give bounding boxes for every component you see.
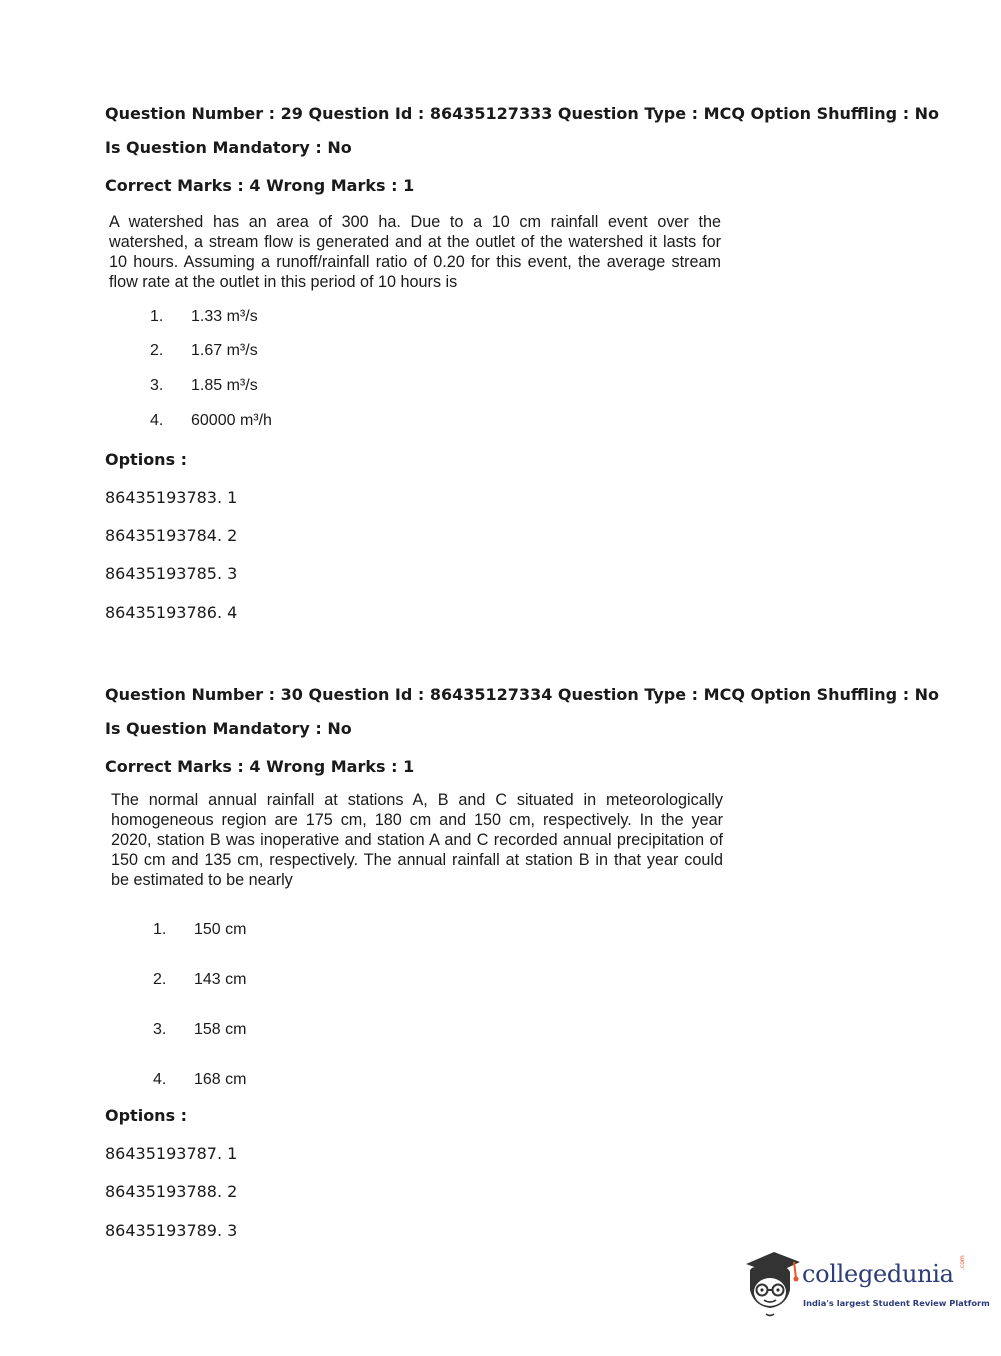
choice-number: 1. — [150, 308, 164, 325]
q29-meta-line: Question Number : 29 Question Id : 86435127333 Question Type : MCQ Option Shuffling : No — [105, 104, 940, 123]
choice-text: 1.33 m³/s — [191, 308, 258, 325]
logo-tagline: India's largest Student Review Platform — [803, 1298, 990, 1308]
choice-number: 2. — [150, 342, 164, 359]
choice-text: 60000 m³/h — [191, 412, 272, 429]
choice-number: 4. — [153, 1071, 167, 1088]
logo-dotcom: .com — [959, 1255, 966, 1270]
q29-options-label: Options : — [105, 450, 188, 469]
choice-number: 3. — [153, 1021, 167, 1038]
choice-text: 150 cm — [194, 921, 247, 938]
q29-option-id-4: 86435193786. 4 — [105, 603, 238, 622]
q29-marks-line: Correct Marks : 4 Wrong Marks : 1 — [105, 176, 415, 195]
q30-options-label: Options : — [105, 1106, 188, 1125]
choice-number: 2. — [153, 971, 167, 988]
q30-marks-line: Correct Marks : 4 Wrong Marks : 1 — [105, 757, 415, 776]
choice-text: 143 cm — [194, 971, 247, 988]
q29-option-id-1: 86435193783. 1 — [105, 488, 238, 507]
choice-number: 1. — [153, 921, 167, 938]
q29-question-stem: A watershed has an area of 300 ha. Due to a 10 cm rainfall event over the watershed, a stream flow is generated and at the outlet of the watershed it lasts for 10 hours. Assuming a runoff/rainfall ratio of 0.20 for this event, the average stream flow rate at the outlet in this period of 10 hours is — [109, 213, 721, 291]
q29-mandatory-line: Is Question Mandatory : No — [105, 138, 352, 157]
choice-number: 4. — [150, 412, 164, 429]
q30-question-stem: The normal annual rainfall at stations A, B and C situated in meteorologically homogeneous region are 175 cm, 180 cm and 150 cm, respectively. In the year 2020, station B was inoperative and station A and C recorded annual precipitation of 150 cm and 135 cm, respectively. The annual rainfall at station B in that year could be estimated to be nearly — [111, 791, 723, 889]
q30-option-id-1: 86435193787. 1 — [105, 1144, 238, 1163]
choice-text: 1.67 m³/s — [191, 342, 258, 359]
collegedunia-logo — [740, 1248, 990, 1320]
choice-text: 168 cm — [194, 1071, 247, 1088]
choice-text: 1.85 m³/s — [191, 377, 258, 394]
choice-number: 3. — [150, 377, 164, 394]
q29-option-id-3: 86435193785. 3 — [105, 564, 238, 583]
choice-text: 158 cm — [194, 1021, 247, 1038]
logo-wordmark: collegedunia — [802, 1260, 954, 1288]
q30-mandatory-line: Is Question Mandatory : No — [105, 719, 352, 738]
q30-option-id-2: 86435193788. 2 — [105, 1182, 238, 1201]
q30-meta-line: Question Number : 30 Question Id : 86435127334 Question Type : MCQ Option Shuffling : No — [105, 685, 940, 704]
q30-option-id-3: 86435193789. 3 — [105, 1221, 238, 1240]
q29-option-id-2: 86435193784. 2 — [105, 526, 238, 545]
mascot-icon — [740, 1248, 802, 1320]
